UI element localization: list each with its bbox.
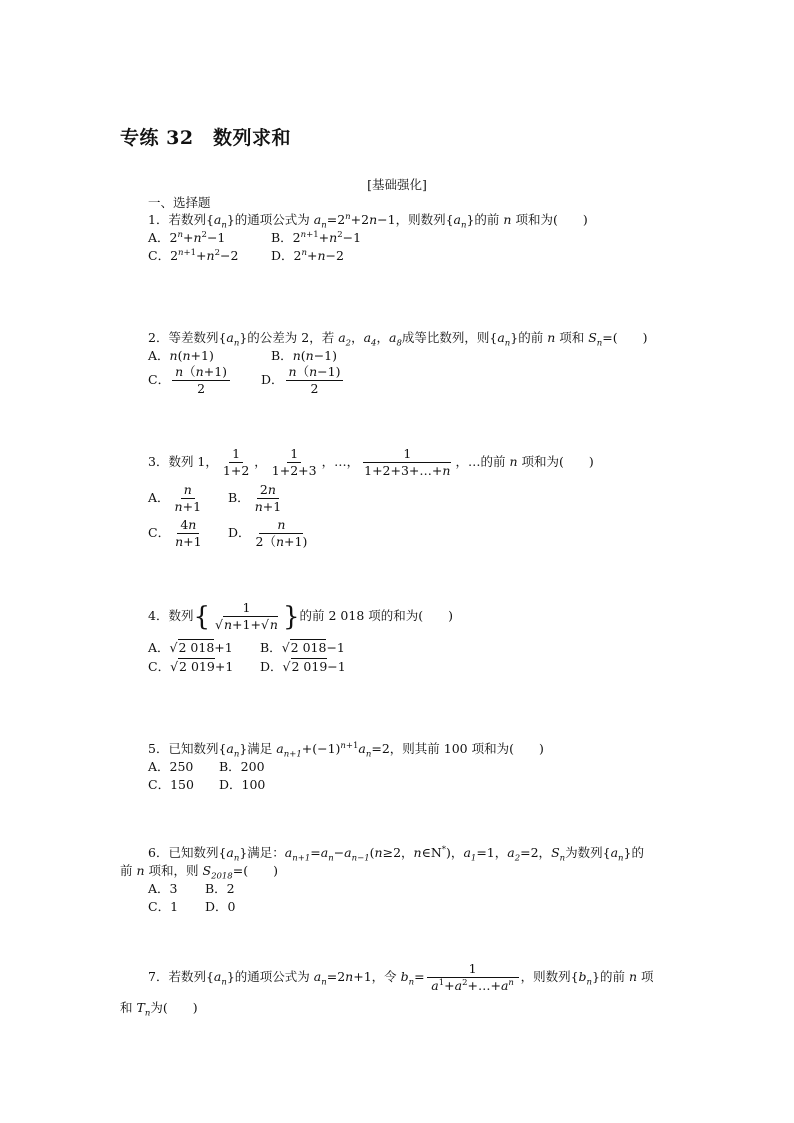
question-3-stem: 3．数列 1， $\frac{1}{1+2}$ ， $\frac{1}{1+2+3}$ ，…， $\frac{1}{1+2+3+\dots+n}$ ，…的前 n 项和为( ) [148, 446, 594, 478]
question-1-option-d: D．$2^n+n-2$ [271, 247, 344, 263]
question-5-option-c: C．150 [148, 777, 194, 792]
question-2-option-a: A．n(n+1) [148, 348, 214, 363]
question-2-option-d: D． $\frac{n(n-1)}{2}$ [261, 365, 345, 396]
question-4-option-c: C．√2 019+1 [148, 659, 234, 674]
question-6-stem-cont: 前 n 项和，则 $S_{2018}=$( ) [120, 863, 278, 882]
question-6-option-d: D．0 [205, 899, 236, 914]
question-2-option-c: C． $\frac{n(n+1)}{2}$ [148, 365, 232, 396]
question-6-option-b: B．2 [205, 881, 235, 896]
question-7-stem: 7．若数列$\{a_n\}$的通项公式为 $a_n=2n+1$，令 $b_n=$ $\frac{1}{a^1+a^2+\dots+a^n}$ ，则数列$\{b_n\}$的前 n 项 [148, 961, 654, 993]
question-7-stem-cont: 和 $T_n$为( ) [120, 1000, 198, 1019]
question-6-option-c: C．1 [148, 899, 179, 914]
question-4-stem: 4．数列{ $\frac{1}{√n+1+√n}$ }的前 2 018 项的和为( ) [148, 600, 454, 632]
question-1-stem: 1．若数列$\{a_n\}$的通项公式为 $a_n=2^n+2n-1$，则数列$\{a_n\}$的前 n 项和为( ) [148, 211, 588, 231]
category-heading: 一、选择题 [148, 195, 211, 210]
question-3-option-c: C． $\frac{4n}{n+1}$ [148, 517, 202, 549]
question-5-option-b: B．200 [219, 759, 265, 774]
question-2-stem: 2．等差数列$\{a_n\}$的公差为 2，若 $a_2$，$a_4$，$a_8$成等比数列，则$\{a_n\}$的前 n 项和 $S_n=$( ) [148, 330, 648, 349]
question-5-stem: 5．已知数列$\{a_n\}$满足 $a_{n+1}+(-1)^{n+1}a_n=2$，则其前 100 项和为( ) [148, 740, 544, 760]
question-4-option-a: A．√2 018+1 [148, 640, 233, 655]
question-1-option-c: C．$2^{n+1}+n^2-2$ [148, 247, 239, 263]
section-heading: [基础强化] [367, 177, 427, 192]
question-3-option-d: D． $\frac{n}{2(n+1)}$ [228, 517, 308, 549]
question-6-option-a: A．3 [148, 881, 178, 896]
page-title: 专练 32 数列求和 [120, 127, 292, 149]
question-5-option-d: D．100 [219, 777, 266, 792]
question-2-option-b: B．n(n−1) [271, 348, 338, 363]
question-3-option-b: B． $\frac{2n}{n+1}$ [228, 482, 282, 514]
question-4-option-b: B．√2 018−1 [260, 640, 345, 655]
question-1-option-b: B．$2^{n+1}+n^2-1$ [271, 229, 362, 245]
question-5-option-a: A．250 [148, 759, 194, 774]
question-1-option-a: A．$2^n+n^2-1$ [148, 229, 226, 245]
question-6-stem: 6．已知数列$\{a_n\}$满足：$a_{n+1}=a_n-a_{n-1}(n\ge 2$，n∈N*)，$a_1=1$，$a_2=2$，$S_n$为数列$\{a_n\}$的 [148, 844, 644, 864]
question-3-option-a: A． $\frac{n}{n+1}$ [148, 482, 202, 514]
question-4-option-d: D．√2 019−1 [260, 659, 346, 674]
